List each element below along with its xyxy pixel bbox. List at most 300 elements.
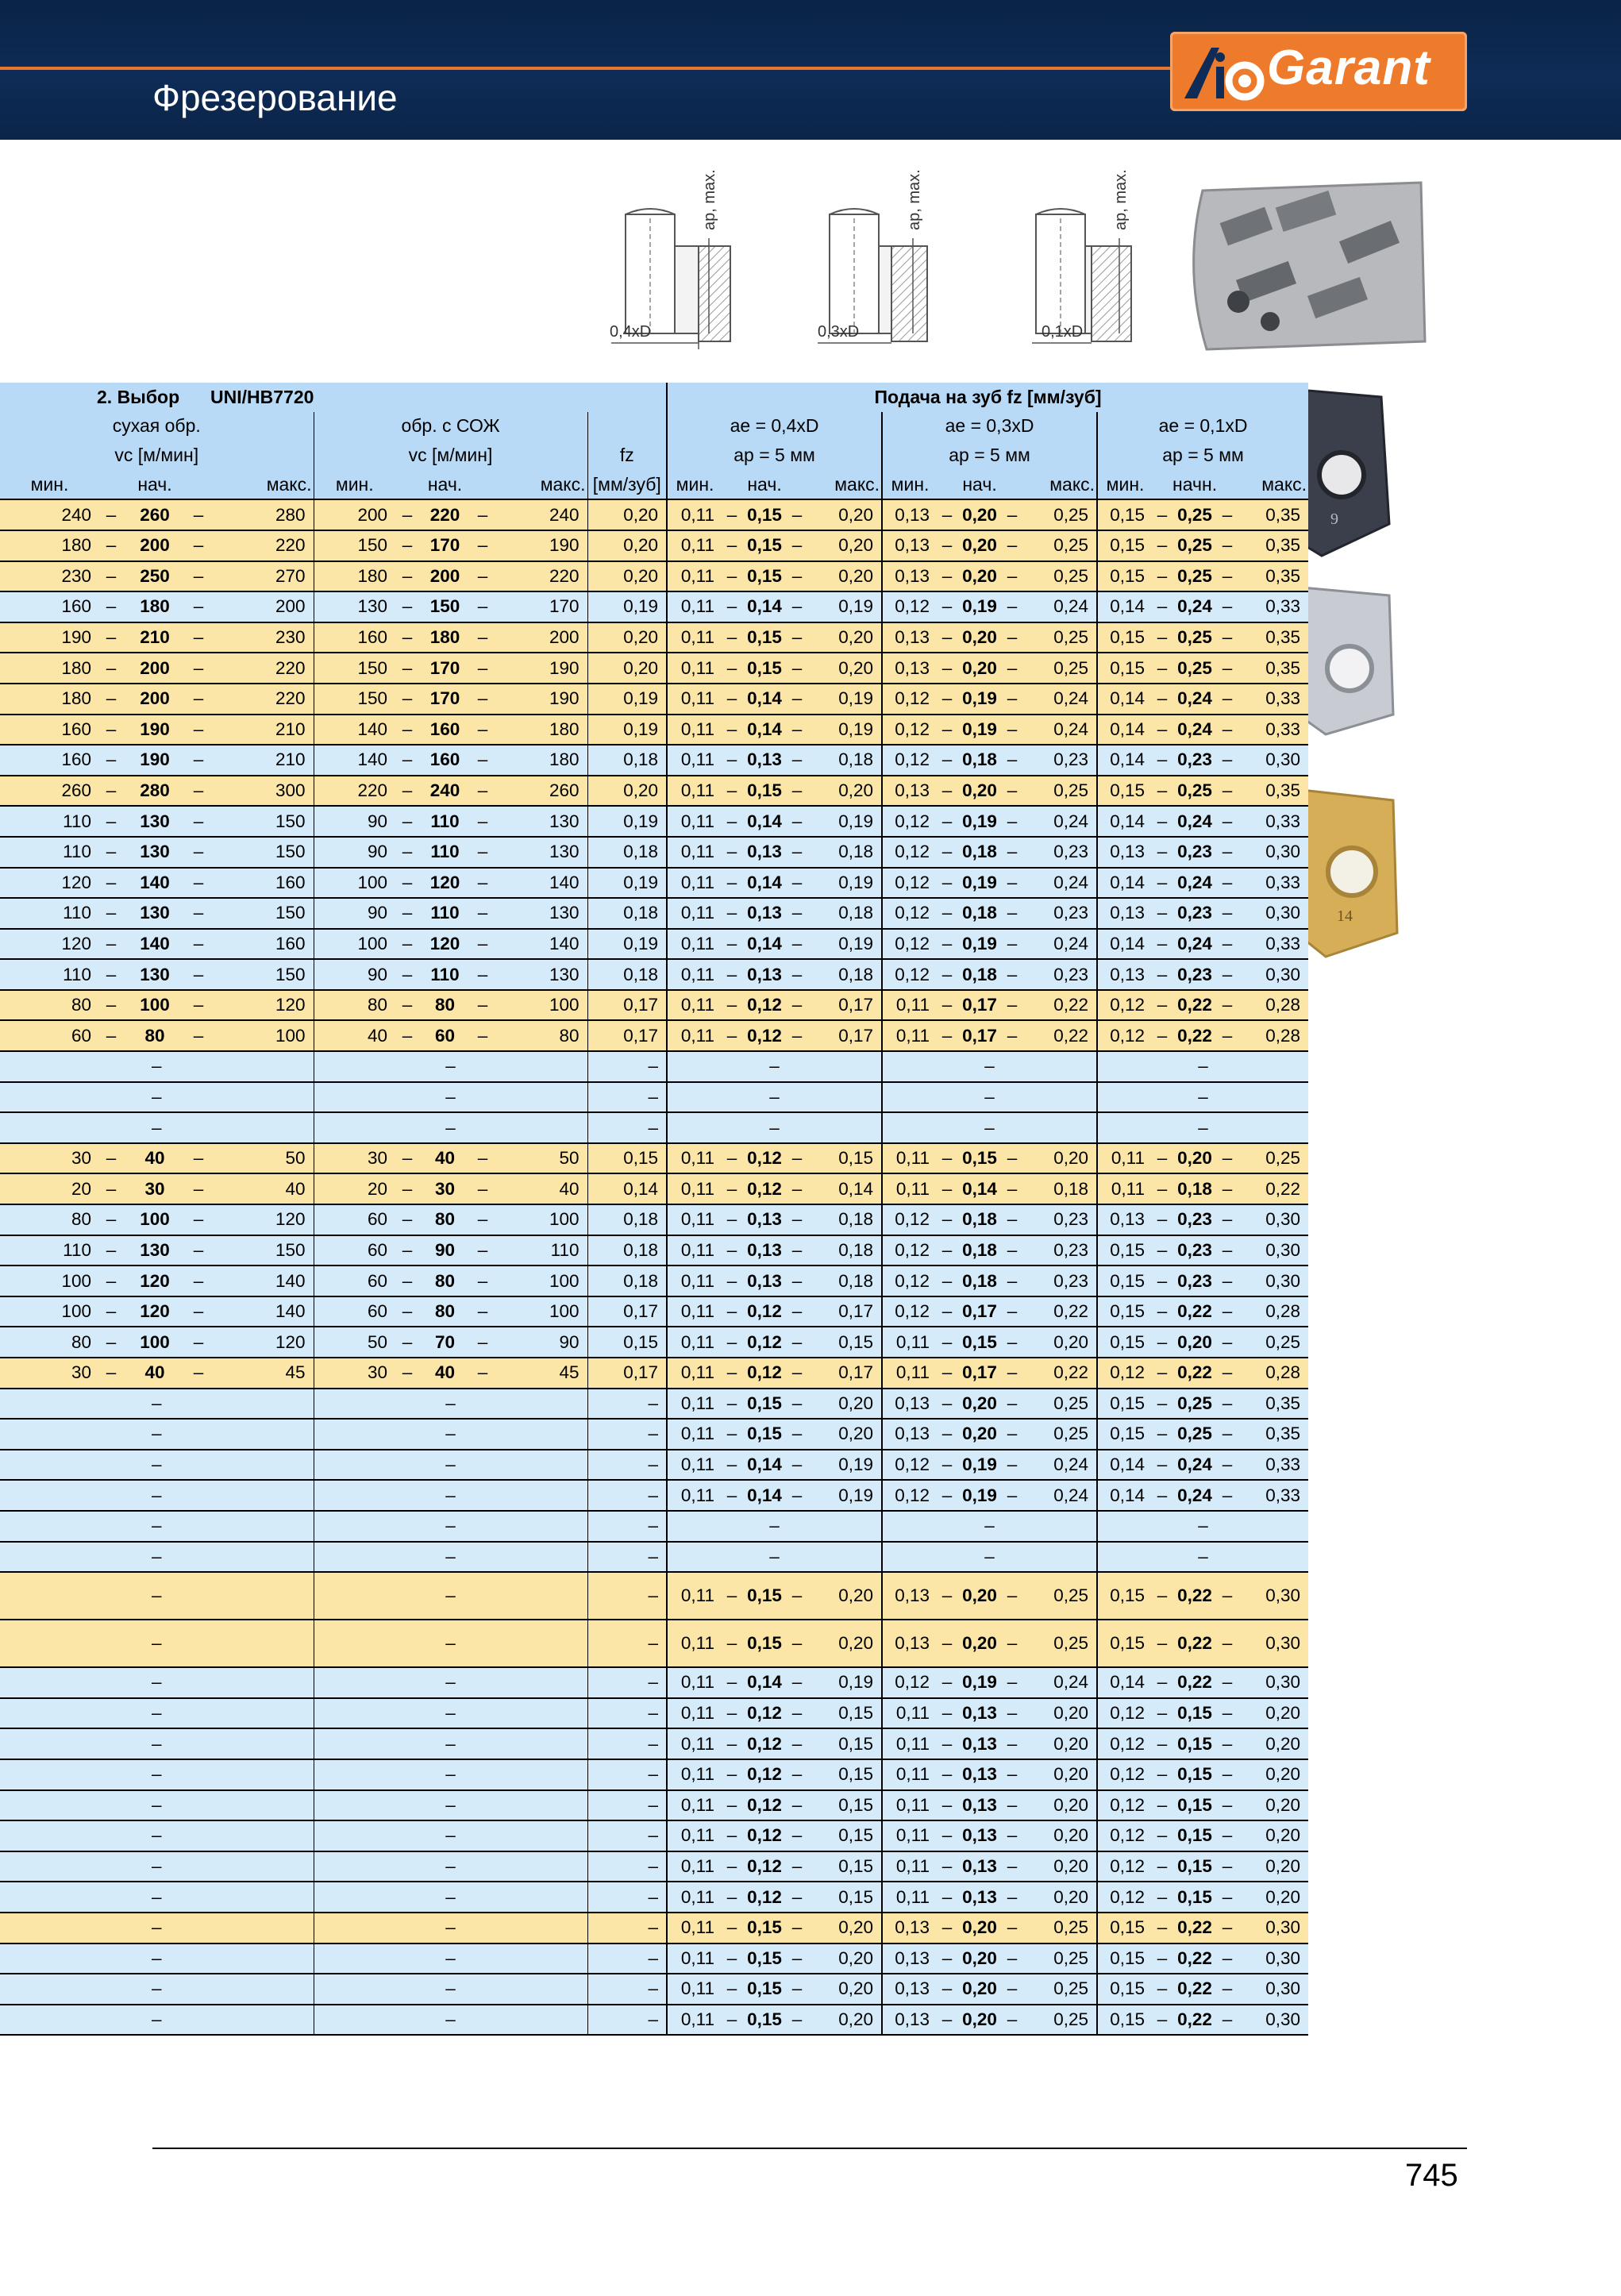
dash: – <box>722 1235 741 1266</box>
value-min: 0,11 <box>667 1572 722 1620</box>
dash: – <box>1153 837 1172 868</box>
value-min: 0,11 <box>667 1728 722 1759</box>
value-start: 0,23 <box>1172 959 1218 990</box>
empty-value: – <box>0 2005 314 2036</box>
dash: – <box>938 530 957 561</box>
fz-value: 0,18 <box>587 1204 667 1235</box>
dash: – <box>722 1667 741 1698</box>
gold-insert-label: 14 <box>1337 907 1353 925</box>
empty-value: – <box>0 1944 314 1974</box>
dash: – <box>1153 1698 1172 1729</box>
ap-label: ap = 5 мм <box>1097 441 1308 470</box>
dash: – <box>787 898 807 929</box>
value-max: 0,20 <box>1237 1790 1308 1821</box>
value-max: 200 <box>495 622 587 653</box>
dash: – <box>471 684 495 715</box>
dash: – <box>787 653 807 684</box>
dash: – <box>1003 1204 1022 1235</box>
dash: – <box>471 806 495 837</box>
value-start: 0,19 <box>957 1667 1003 1698</box>
empty-value: – <box>314 1480 587 1511</box>
dash: – <box>187 990 210 1021</box>
value-start: 180 <box>419 622 471 653</box>
dash: – <box>1153 715 1172 745</box>
value-max: 0,24 <box>1022 1480 1097 1511</box>
empty-value: – <box>0 1759 314 1790</box>
dash: – <box>187 1020 210 1051</box>
value-min: 0,13 <box>882 776 938 807</box>
empty-value: – <box>314 1572 587 1620</box>
dash: – <box>471 837 495 868</box>
value-min: 0,13 <box>882 530 938 561</box>
dash: – <box>395 1296 419 1327</box>
value-max: 0,20 <box>1022 1327 1097 1358</box>
dash: – <box>1003 1620 1022 1667</box>
value-max: 0,25 <box>1022 1389 1097 1420</box>
value-min: 0,12 <box>882 591 938 622</box>
value-start: 0,20 <box>957 1620 1003 1667</box>
section-title <box>0 383 210 412</box>
value-start: 0,13 <box>957 1851 1003 1882</box>
col-start: нач. <box>938 470 1022 500</box>
dash: – <box>938 591 957 622</box>
value-min: 100 <box>0 1265 99 1296</box>
value-min: 0,11 <box>667 776 722 807</box>
dash: – <box>787 776 807 807</box>
dash: – <box>1003 1698 1022 1729</box>
value-max: 180 <box>495 745 587 776</box>
table-row <box>0 1020 1308 1051</box>
value-start: 110 <box>419 959 471 990</box>
dash: – <box>1003 1173 1022 1204</box>
table-row <box>0 837 1308 868</box>
value-start: 80 <box>419 1296 471 1327</box>
value-max: 130 <box>495 806 587 837</box>
dash: – <box>1153 1450 1172 1481</box>
dash: – <box>722 561 741 592</box>
empty-value: – <box>0 1974 314 2005</box>
dash: – <box>1218 1790 1237 1821</box>
value-min: 0,13 <box>882 1913 938 1944</box>
empty-feed: – <box>882 1112 1097 1143</box>
empty-feed: – <box>1097 1542 1308 1573</box>
value-max: 0,30 <box>1237 2005 1308 2036</box>
value-max: 45 <box>495 1358 587 1389</box>
value-min: 0,15 <box>1097 1913 1153 1944</box>
empty-value: – <box>314 1790 587 1821</box>
dash: – <box>787 1851 807 1882</box>
value-min: 0,14 <box>1097 806 1153 837</box>
grade-label: UNI/HB7720 <box>210 383 667 412</box>
dash: – <box>1218 1265 1237 1296</box>
value-max: 0,19 <box>807 1480 882 1511</box>
value-max: 210 <box>210 745 314 776</box>
dash: – <box>722 1944 741 1974</box>
value-max: 140 <box>210 1265 314 1296</box>
table-row <box>0 1759 1308 1790</box>
dash: – <box>787 1944 807 1974</box>
dash: – <box>1153 1419 1172 1450</box>
table-row <box>0 1265 1308 1296</box>
value-max: 0,30 <box>1237 1667 1308 1698</box>
table-row <box>0 1358 1308 1389</box>
value-min: 0,14 <box>1097 868 1153 899</box>
value-start: 240 <box>419 776 471 807</box>
value-start: 0,23 <box>1172 745 1218 776</box>
dash: – <box>722 1820 741 1851</box>
value-start: 0,20 <box>957 499 1003 530</box>
empty-value: – <box>0 1851 314 1882</box>
dash: – <box>1218 1820 1237 1851</box>
value-start: 0,12 <box>741 1358 787 1389</box>
value-max: 0,19 <box>807 806 882 837</box>
value-max: 0,23 <box>1022 1235 1097 1266</box>
dash: – <box>1153 1480 1172 1511</box>
dash: – <box>1218 1358 1237 1389</box>
fz-value: 0,18 <box>587 959 667 990</box>
dash: – <box>187 530 210 561</box>
fz-value: 0,15 <box>587 1143 667 1174</box>
dash: – <box>938 1698 957 1729</box>
value-max: 0,30 <box>1237 1265 1308 1296</box>
value-start: 0,15 <box>741 561 787 592</box>
value-min: 0,11 <box>882 1143 938 1174</box>
value-min: 180 <box>0 530 99 561</box>
value-start: 0,20 <box>1172 1143 1218 1174</box>
empty-value: – <box>314 1667 587 1698</box>
value-max: 190 <box>495 530 587 561</box>
value-start: 0,20 <box>957 1974 1003 2005</box>
dash: – <box>787 1667 807 1698</box>
dash: – <box>1003 776 1022 807</box>
value-start: 0,12 <box>741 1759 787 1790</box>
value-min: 110 <box>0 806 99 837</box>
value-min: 0,13 <box>882 1620 938 1667</box>
value-start: 0,15 <box>741 1389 787 1420</box>
dash: – <box>938 1204 957 1235</box>
empty-value: – <box>314 1974 587 2005</box>
dash: – <box>722 2005 741 2036</box>
value-start: 0,25 <box>1172 622 1218 653</box>
value-min: 0,12 <box>882 929 938 960</box>
dash: – <box>99 1358 123 1389</box>
empty-value: – <box>314 1051 587 1082</box>
dash: – <box>1153 898 1172 929</box>
value-min: 130 <box>314 591 395 622</box>
value-min: 190 <box>0 622 99 653</box>
dash: – <box>1218 1698 1237 1729</box>
table-row <box>0 1667 1308 1698</box>
empty-value: – <box>0 1511 314 1542</box>
value-min: 0,11 <box>667 653 722 684</box>
dash: – <box>187 745 210 776</box>
fz-value: 0,20 <box>587 530 667 561</box>
ap-label: ap = 5 мм <box>667 441 882 470</box>
value-min: 0,15 <box>1097 653 1153 684</box>
table-row <box>0 1296 1308 1327</box>
empty-value: – <box>314 1882 587 1913</box>
value-max: 130 <box>495 898 587 929</box>
value-max: 0,24 <box>1022 1667 1097 1698</box>
dash: – <box>1003 530 1022 561</box>
dash: – <box>471 1143 495 1174</box>
dash: – <box>787 1419 807 1450</box>
dash: – <box>722 745 741 776</box>
value-start: 0,25 <box>1172 499 1218 530</box>
value-start: 120 <box>419 868 471 899</box>
empty-feed: – <box>1097 1051 1308 1082</box>
value-max: 0,30 <box>1237 1235 1308 1266</box>
table-row <box>0 898 1308 929</box>
value-start: 0,24 <box>1172 1450 1218 1481</box>
fz-value: 0,20 <box>587 622 667 653</box>
value-max: 0,20 <box>807 561 882 592</box>
dash: – <box>1218 1450 1237 1481</box>
value-start: 0,18 <box>957 1204 1003 1235</box>
empty-value: – <box>314 1112 587 1143</box>
value-start: 0,13 <box>957 1790 1003 1821</box>
dash: – <box>1003 1143 1022 1174</box>
value-start: 0,14 <box>741 806 787 837</box>
table-row <box>0 470 1308 500</box>
value-start: 90 <box>419 1235 471 1266</box>
value-start: 100 <box>123 1327 187 1358</box>
dash: – <box>471 1358 495 1389</box>
dash: – <box>1153 959 1172 990</box>
value-min: 0,11 <box>667 622 722 653</box>
dash: – <box>187 898 210 929</box>
value-max: 0,15 <box>807 1790 882 1821</box>
value-start: 0,19 <box>957 591 1003 622</box>
empty-value: – <box>314 1820 587 1851</box>
dash: – <box>722 1419 741 1450</box>
value-start: 160 <box>419 745 471 776</box>
value-max: 150 <box>210 837 314 868</box>
value-max: 0,25 <box>1022 776 1097 807</box>
value-start: 170 <box>419 684 471 715</box>
dash: – <box>787 868 807 899</box>
value-max: 0,22 <box>1022 1296 1097 1327</box>
value-start: 0,25 <box>1172 653 1218 684</box>
dash: – <box>722 898 741 929</box>
dash: – <box>1003 653 1022 684</box>
dash: – <box>1003 1913 1022 1944</box>
value-start: 280 <box>123 776 187 807</box>
table-row <box>0 1450 1308 1481</box>
value-start: 0,17 <box>957 1296 1003 1327</box>
empty-value: – <box>0 1419 314 1450</box>
dash: – <box>471 653 495 684</box>
empty-value: – <box>314 1728 587 1759</box>
value-max: 0,15 <box>807 1327 882 1358</box>
value-max: 0,35 <box>1237 499 1308 530</box>
value-start: 0,15 <box>741 1913 787 1944</box>
value-min: 0,15 <box>1097 1265 1153 1296</box>
value-max: 140 <box>210 1296 314 1327</box>
dash: – <box>1153 622 1172 653</box>
fz-value: – <box>587 1389 667 1420</box>
value-min: 110 <box>0 1235 99 1266</box>
dash: – <box>938 499 957 530</box>
empty-value: – <box>0 1051 314 1082</box>
value-start: 0,12 <box>741 1790 787 1821</box>
dash: – <box>1218 653 1237 684</box>
value-max: 0,30 <box>1237 745 1308 776</box>
value-start: 0,13 <box>957 1820 1003 1851</box>
value-min: 110 <box>0 898 99 929</box>
value-min: 0,11 <box>882 1759 938 1790</box>
dash: – <box>1003 1882 1022 1913</box>
dash: – <box>1218 1296 1237 1327</box>
table-row <box>0 1511 1308 1542</box>
dash: – <box>1153 591 1172 622</box>
empty-value: – <box>0 1542 314 1573</box>
dash: – <box>787 561 807 592</box>
fz-value: 0,20 <box>587 653 667 684</box>
col-start: нач. <box>722 470 807 500</box>
value-min: 0,12 <box>1097 1790 1153 1821</box>
value-start: 0,19 <box>957 1450 1003 1481</box>
empty-value: – <box>314 1759 587 1790</box>
value-min: 80 <box>0 990 99 1021</box>
value-start: 0,14 <box>741 1667 787 1698</box>
table-row <box>0 868 1308 899</box>
value-min: 160 <box>0 715 99 745</box>
dash: – <box>938 1882 957 1913</box>
dash: – <box>722 715 741 745</box>
dash: – <box>99 622 123 653</box>
dash: – <box>395 806 419 837</box>
value-max: 0,20 <box>1237 1820 1308 1851</box>
value-min: 0,15 <box>1097 776 1153 807</box>
value-min: 0,11 <box>667 561 722 592</box>
dash: – <box>938 1759 957 1790</box>
table-row <box>0 412 1308 441</box>
value-min: 140 <box>314 745 395 776</box>
value-max: 0,30 <box>1237 898 1308 929</box>
value-start: 200 <box>123 684 187 715</box>
dash: – <box>722 591 741 622</box>
dash: – <box>1218 1327 1237 1358</box>
dash: – <box>99 1143 123 1174</box>
value-min: 0,11 <box>667 1851 722 1882</box>
fz-value: 0,19 <box>587 684 667 715</box>
value-min: 90 <box>314 959 395 990</box>
logo-text: Garant <box>1267 40 1430 95</box>
table-row <box>0 1728 1308 1759</box>
dash: – <box>1153 990 1172 1021</box>
dash: – <box>395 499 419 530</box>
value-max: 300 <box>210 776 314 807</box>
dash: – <box>1153 1667 1172 1698</box>
value-max: 0,25 <box>1022 622 1097 653</box>
dash: – <box>99 959 123 990</box>
footer-rule <box>152 2148 1467 2149</box>
value-min: 0,11 <box>667 1974 722 2005</box>
dash: – <box>787 1913 807 1944</box>
dash: – <box>938 929 957 960</box>
dash: – <box>938 1235 957 1266</box>
value-min: 120 <box>0 868 99 899</box>
table-row <box>0 1235 1308 1266</box>
value-min: 0,13 <box>882 653 938 684</box>
value-min: 0,14 <box>1097 1667 1153 1698</box>
value-max: 0,25 <box>1022 530 1097 561</box>
value-start: 0,15 <box>741 1974 787 2005</box>
value-start: 120 <box>419 929 471 960</box>
dash: – <box>938 1913 957 1944</box>
value-min: 0,13 <box>882 1974 938 2005</box>
value-max: 0,23 <box>1022 1204 1097 1235</box>
table-row <box>0 776 1308 807</box>
dash: – <box>395 1265 419 1296</box>
value-start: 160 <box>419 715 471 745</box>
value-min: 0,11 <box>667 990 722 1021</box>
empty-feed: – <box>667 1542 882 1573</box>
table-row <box>0 990 1308 1021</box>
value-start: 0,23 <box>1172 1265 1218 1296</box>
dash: – <box>99 898 123 929</box>
dash: – <box>1218 622 1237 653</box>
fz-value: – <box>587 1572 667 1620</box>
dash: – <box>1218 898 1237 929</box>
dash: – <box>99 1235 123 1266</box>
value-min: 80 <box>0 1204 99 1235</box>
value-start: 0,12 <box>741 1851 787 1882</box>
ap-label: ap = 5 мм <box>882 441 1097 470</box>
dash: – <box>187 622 210 653</box>
value-max: 0,35 <box>1237 653 1308 684</box>
table-row <box>0 1851 1308 1882</box>
value-max: 180 <box>495 715 587 745</box>
table-row <box>0 1112 1308 1143</box>
dash: – <box>722 1204 741 1235</box>
value-min: 0,11 <box>667 2005 722 2036</box>
empty-feed: – <box>882 1542 1097 1573</box>
value-min: 0,12 <box>882 1235 938 1266</box>
value-min: 150 <box>314 684 395 715</box>
value-max: 0,33 <box>1237 929 1308 960</box>
empty-value: – <box>0 1728 314 1759</box>
value-min: 0,13 <box>882 499 938 530</box>
value-max: 50 <box>495 1143 587 1174</box>
empty-value: – <box>0 1790 314 1821</box>
dash: – <box>1218 591 1237 622</box>
dash: – <box>787 1450 807 1481</box>
value-min: 30 <box>314 1358 395 1389</box>
dash: – <box>1003 1790 1022 1821</box>
value-max: 0,33 <box>1237 715 1308 745</box>
value-start: 30 <box>419 1173 471 1204</box>
dash: – <box>99 776 123 807</box>
dash: – <box>787 1882 807 1913</box>
dash: – <box>938 1020 957 1051</box>
table-row <box>0 929 1308 960</box>
dash: – <box>395 653 419 684</box>
dash: – <box>1153 1358 1172 1389</box>
value-start: 0,14 <box>957 1173 1003 1204</box>
col-max: макс. <box>210 470 314 500</box>
dash: – <box>1218 1419 1237 1450</box>
value-min: 0,12 <box>882 806 938 837</box>
dash: – <box>1003 622 1022 653</box>
fz-value: – <box>587 1698 667 1729</box>
dash: – <box>787 1389 807 1420</box>
value-start: 0,22 <box>1172 1296 1218 1327</box>
value-min: 0,12 <box>882 684 938 715</box>
value-start: 0,25 <box>1172 776 1218 807</box>
value-start: 0,15 <box>1172 1698 1218 1729</box>
